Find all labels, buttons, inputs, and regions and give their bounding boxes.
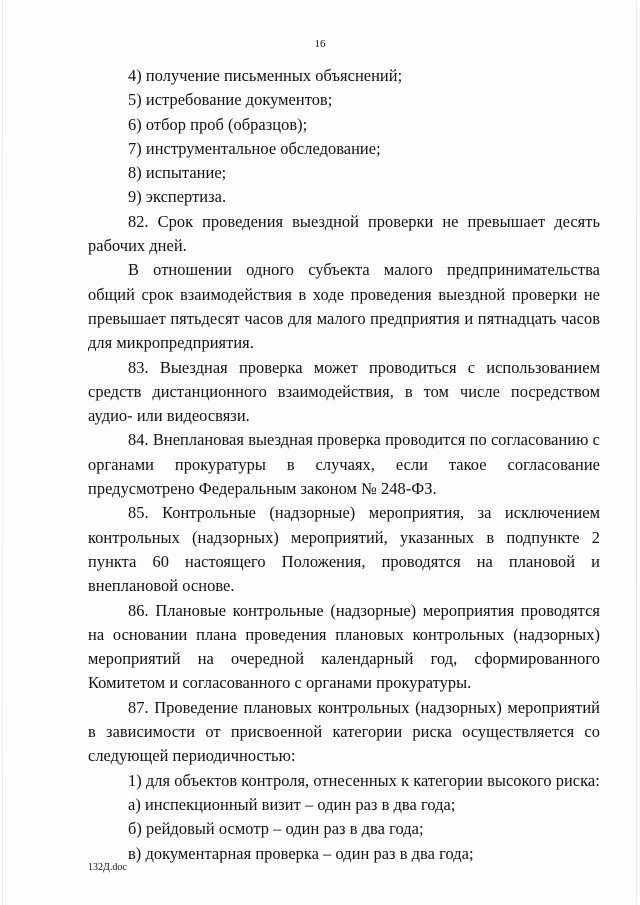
paragraph-82-small-business: В отношении одного субъекта малого предпринимательства общий срок взаимодействия в ходе проведения выездной проверки не превышает пятьдесят часов для малого предприятия и пятнадцать часов для микропредприятия. <box>88 260 600 353</box>
list-item-7: 7) инструментальное обследование; <box>128 138 381 158</box>
list-item-6: 6) отбор проб (образцов); <box>128 114 308 134</box>
subitem-a: а) инспекционный визит – один раз в два года; <box>128 794 456 814</box>
list-item-8: 8) испытание; <box>128 163 227 183</box>
subitem-v: в) документарная проверка – один раз в два года; <box>128 843 474 863</box>
scan-edge-right <box>636 0 637 905</box>
file-name-footer: 132Д.doc <box>88 862 127 873</box>
list-item-9: 9) экспертиза. <box>128 187 227 207</box>
list-item-5: 5) истребование документов; <box>128 90 333 110</box>
paragraph-85: 85. Контрольные (надзорные) мероприятия, за исключением контрольных (надзорных) мероприятий, указанных в подпункте 2 пункта 60 настоящего Положения, проводятся на плановой и внеплановой основе. <box>88 503 600 596</box>
list-item-4: 4) получение письменных объяснений; <box>128 66 403 85</box>
paragraph-83: 83. Выездная проверка может проводиться с использованием средств дистанционного взаимодействия, в том числе посредством аудио- или видеосвязи. <box>88 357 600 426</box>
scan-edge-left <box>2 0 3 905</box>
paragraph-86: 86. Плановые контрольные (надзорные) мероприятия проводятся на основании плана проведения плановых контрольных (надзорных) мероприятий на очередной календарный год, сформированного Комитетом и согласованного с органами прокуратуры. <box>88 600 600 693</box>
paragraph-82: 82. Срок проведения выездной проверки не превышает десять рабочих дней. <box>88 211 600 256</box>
subitem-b: б) рейдовый осмотр – один раз в два года; <box>128 819 424 839</box>
paragraph-87: 87. Проведение плановых контрольных (надзорных) мероприятий в зависимости от присвоенной категории риска осуществляется со следующей периодичностью: <box>88 697 600 766</box>
page-number: 16 <box>314 38 326 50</box>
document-body <box>88 64 600 866</box>
subitem-high-risk: 1) для объектов контроля, отнесенных к категории высокого риска: <box>128 770 600 790</box>
paragraph-84: 84. Внеплановая выездная проверка проводится по согласованию с органами прокуратуры в случаях, если такое согласование предусмотрено Федеральным законом № 248-ФЗ. <box>88 430 600 499</box>
